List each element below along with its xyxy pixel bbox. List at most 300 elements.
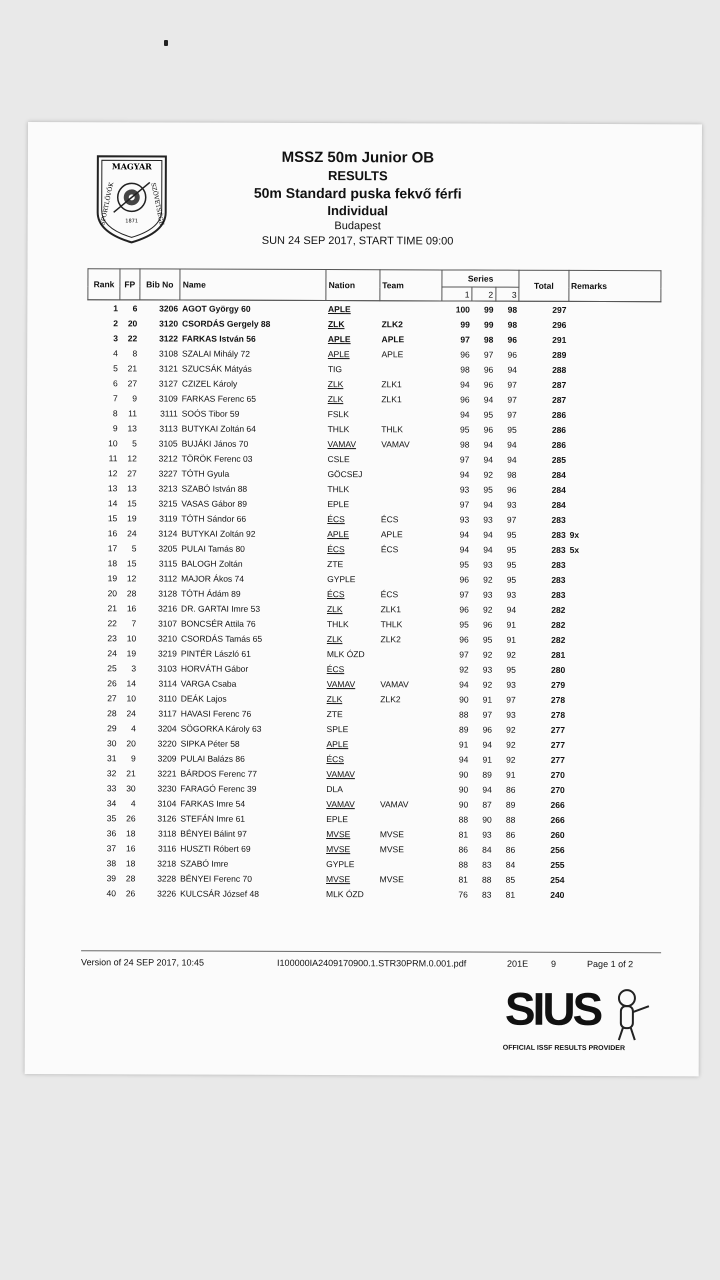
cell-s2: 83: [482, 859, 492, 870]
cell-nation: APLE: [328, 303, 351, 314]
cell-total: 287: [552, 379, 567, 390]
cell-fp: 18: [126, 827, 136, 838]
cell-total: 279: [550, 679, 566, 690]
cell-bib: 3109: [158, 392, 178, 404]
cell-bib: 3213: [158, 482, 178, 494]
cell-nation: APLE: [326, 738, 349, 749]
cell-remarks: [567, 797, 659, 812]
cell-s1: 96: [459, 634, 469, 645]
col-bib: Bib No: [139, 269, 180, 300]
cell-s3: 93: [506, 499, 517, 510]
cell-rank: 40: [106, 887, 117, 898]
cell-total: 291: [552, 334, 567, 345]
cell-remarks: [568, 377, 660, 392]
cell-total: 288: [552, 364, 567, 375]
cell-name: HORVÁTH Gábor: [180, 663, 249, 674]
cell-s3: 98: [507, 304, 518, 315]
cell-rank: 15: [107, 512, 118, 523]
cell-fp: 15: [126, 557, 137, 568]
cell-total: 277: [550, 754, 565, 765]
cell-s1: 90: [458, 799, 469, 810]
cell-remarks: [567, 617, 659, 632]
cell-bib: 3220: [157, 737, 177, 749]
cell-s2: 94: [482, 784, 492, 795]
cell-rank: 10: [108, 437, 118, 448]
cell-bib: 3126: [157, 812, 177, 824]
cell-name: SOÓS Tibor 59: [181, 408, 240, 419]
cell-remarks: [567, 632, 659, 647]
cell-fp: 21: [127, 362, 138, 373]
cell-s1: 81: [458, 829, 469, 840]
cell-remarks: [568, 497, 660, 512]
cell-s1: 90: [458, 784, 469, 795]
cell-nation: GÖCSEJ: [327, 468, 363, 479]
col-fp: FP: [120, 269, 139, 300]
cell-team: ZLK1: [381, 393, 402, 404]
cell-s2: 96: [483, 364, 494, 375]
cell-team: ÉCS: [380, 513, 399, 524]
cell-remarks: [567, 722, 659, 737]
cell-s1: 100: [455, 303, 470, 315]
cell-remarks: [567, 752, 659, 767]
cell-team: ZLK2: [380, 633, 401, 644]
cell-team: MVSE: [379, 873, 404, 884]
cell-s2: 92: [483, 469, 493, 480]
cell-s3: 95: [506, 574, 517, 585]
cell-team: [379, 451, 441, 466]
cell-s3: 89: [505, 799, 516, 810]
cell-nation: GYPLE: [327, 573, 356, 584]
cell-nation: GYPLE: [326, 858, 355, 869]
cell-remarks: [568, 452, 660, 467]
cell-name: MAJOR Ákos 74: [181, 573, 245, 584]
cell-s1: 90: [459, 694, 469, 705]
cell-fp: 5: [132, 437, 137, 448]
cell-s2: 94: [483, 529, 493, 540]
cell-total: 283: [551, 514, 566, 525]
cell-team: ÉCS: [380, 588, 399, 599]
cell-fp: 4: [131, 722, 136, 733]
cell-s2: 95: [483, 484, 493, 495]
cell-name: PULAI Tamás 80: [181, 543, 245, 554]
cell-fp: 24: [126, 707, 136, 718]
cell-s1: 97: [459, 454, 470, 465]
cell-remarks: 9x: [569, 529, 580, 540]
cell-total: 240: [550, 889, 565, 900]
cell-bib: 3120: [159, 317, 179, 329]
cell-total: 283: [551, 559, 566, 570]
cell-rank: 31: [106, 752, 117, 763]
date-time: SUN 24 SEP 2017, START TIME 09:00: [261, 234, 454, 248]
cell-nation: EPLE: [327, 498, 350, 509]
cell-s3: 94: [506, 604, 517, 615]
cell-fp: 10: [126, 632, 137, 643]
cell-bib: 3212: [158, 452, 178, 464]
cell-rank: 33: [106, 782, 117, 793]
cell-total: 281: [551, 649, 566, 660]
cell-rank: 8: [112, 407, 118, 418]
cell-fp: 9: [132, 392, 138, 403]
cell-bib: 3121: [158, 362, 178, 374]
cell-s1: 86: [458, 844, 469, 855]
cell-rank: 13: [107, 482, 118, 493]
cell-nation: VAMAV: [326, 798, 355, 809]
cell-nation: APLE: [327, 348, 350, 359]
cell-name: SIPKA Péter 58: [180, 738, 240, 749]
cell-s3: 86: [505, 784, 516, 795]
cell-bib: 3113: [159, 422, 178, 434]
cell-s2: 90: [482, 814, 492, 825]
cell-rank: 14: [107, 497, 118, 508]
cell-bib: 3128: [158, 587, 178, 599]
cell-team: [379, 571, 441, 586]
cell-remarks: [567, 767, 659, 782]
cell-s3: 97: [507, 379, 517, 390]
cell-nation: ÉCS: [326, 753, 344, 764]
cell-fp: 20: [126, 737, 136, 748]
cell-bib: 3204: [157, 722, 177, 734]
cell-s1: 96: [460, 349, 470, 360]
sius-tagline: OFFICIAL ISSF RESULTS PROVIDER: [502, 1044, 626, 1053]
cell-s1: 94: [458, 754, 469, 765]
cell-bib: 3110: [158, 692, 177, 704]
cell-s2: 92: [482, 604, 493, 615]
cell-name: TÓTH Gyula: [181, 468, 230, 479]
logo-left-text: SPORTLÖVŐK: [99, 181, 116, 227]
cell-s2: 98: [483, 334, 494, 345]
cell-fp: 4: [130, 797, 136, 808]
cell-remarks: [567, 647, 659, 662]
cell-rank: 25: [107, 662, 117, 673]
cell-nation: MLK ÓZD: [326, 648, 365, 659]
cell-nation: ÉCS: [327, 543, 345, 554]
cell-s3: 95: [506, 559, 517, 570]
cell-rank: 12: [107, 467, 118, 478]
cell-s1: 88: [458, 814, 469, 825]
cell-total: 282: [551, 634, 566, 645]
cell-team: [378, 781, 440, 796]
cell-remarks: [568, 392, 660, 407]
cell-s1: 93: [459, 514, 470, 525]
cell-s3: 91: [506, 619, 517, 630]
cell-team: [378, 856, 440, 871]
cell-s3: 92: [506, 649, 516, 660]
cell-rank: 3: [113, 332, 118, 343]
footer-version: Version of 24 SEP 2017, 10:45: [81, 957, 205, 968]
cell-team: APLE: [381, 333, 405, 344]
table-header-row: [88, 269, 661, 288]
cell-total: 286: [551, 424, 567, 435]
cell-rank: 7: [112, 392, 118, 403]
cell-rank: 30: [107, 737, 117, 748]
cell-rank: 20: [107, 587, 118, 598]
cell-s2: 94: [483, 439, 494, 450]
cell-fp: 26: [126, 812, 136, 823]
cell-rank: 1: [113, 302, 119, 313]
cell-s1: 94: [460, 379, 470, 390]
logo-year-text: 1871: [125, 218, 139, 225]
cell-fp: 11: [128, 407, 138, 418]
cell-name: TÓTH Sándor 66: [181, 513, 247, 524]
cell-fp: 15: [127, 497, 137, 508]
cell-name: SZUCSÁK Mátyás: [181, 363, 252, 374]
cell-team: THLK: [381, 423, 404, 434]
cell-s3: 86: [505, 844, 516, 855]
cell-remarks: [568, 512, 660, 527]
cell-rank: 17: [107, 542, 118, 553]
cell-team: [379, 361, 441, 376]
cell-s2: 94: [483, 454, 494, 465]
cell-nation: EPLE: [326, 813, 349, 824]
cell-name: VARGA Csaba: [180, 678, 237, 689]
cell-bib: 3206: [159, 302, 179, 314]
footer-file: I100000IA2409170900.1.STR30PRM.0.001.pdf: [277, 957, 467, 969]
cell-s2: 92: [482, 649, 493, 660]
cell-bib: 3104: [157, 797, 177, 809]
cell-rank: 39: [106, 872, 117, 883]
cell-total: 278: [550, 709, 566, 720]
cell-fp: 30: [126, 782, 136, 793]
cell-team: [379, 481, 441, 496]
cell-fp: 3: [131, 662, 137, 673]
cell-nation: ÉCS: [327, 513, 345, 524]
cell-s3: 94: [507, 439, 517, 450]
cell-s2: 99: [483, 319, 494, 330]
cell-bib: 3216: [158, 602, 178, 614]
col-series-2: 2: [472, 287, 496, 301]
cell-name: DEÁK Lajos: [180, 693, 227, 704]
cell-bib: 3117: [158, 707, 177, 719]
cell-s1: 88: [459, 709, 469, 720]
cell-fp: 26: [125, 887, 136, 898]
cell-fp: 7: [131, 617, 137, 628]
cell-remarks: [568, 347, 660, 362]
cell-fp: 12: [126, 572, 137, 583]
cell-total: 278: [550, 694, 566, 705]
col-nation: Nation: [326, 270, 380, 301]
cell-s2: 96: [483, 379, 494, 390]
cell-s1: 93: [459, 484, 470, 495]
cell-s3: 94: [507, 364, 517, 375]
cell-remarks: [568, 422, 660, 437]
cell-nation: THLK: [327, 423, 350, 434]
sius-mascot-icon: [605, 986, 653, 1042]
cell-s3: 97: [506, 694, 516, 705]
cell-s1: 94: [459, 529, 470, 540]
cell-s3: 97: [507, 409, 517, 420]
cell-s3: 88: [505, 814, 516, 825]
cell-nation: MLK ÓZD: [325, 888, 364, 899]
cell-total: 283: [551, 574, 566, 585]
cell-s1: 98: [460, 364, 470, 375]
cell-rank: 6: [113, 377, 118, 388]
cell-team: ZLK1: [380, 603, 401, 614]
cell-s1: 81: [458, 874, 468, 885]
cell-s3: 92: [506, 754, 516, 765]
cell-total: 260: [550, 829, 565, 840]
col-remarks: Remarks: [569, 270, 661, 301]
col-total: Total: [519, 270, 568, 301]
cell-remarks: [567, 662, 659, 677]
cell-name: KULCSÁR József 48: [180, 888, 259, 899]
cell-nation: ZTE: [327, 558, 344, 569]
cell-rank: 21: [107, 602, 118, 613]
cell-remarks: [568, 362, 660, 377]
cell-remarks: [567, 812, 659, 827]
cell-s3: 84: [505, 859, 516, 870]
cell-bib: 3119: [159, 512, 178, 524]
logo-right-text: SZÖVETSÉGE: [149, 182, 166, 227]
cell-name: CSORDÁS Gergely 88: [182, 318, 271, 329]
cell-rank: 5: [113, 362, 118, 373]
cell-rank: 36: [106, 827, 117, 838]
cell-nation: ÉCS: [327, 588, 345, 599]
cell-name: FARKAS Imre 54: [180, 798, 246, 809]
cell-team: [380, 301, 442, 317]
cell-nation: ÉCS: [326, 663, 345, 674]
cell-total: 297: [552, 304, 567, 315]
cell-remarks: [568, 332, 660, 347]
results-body: [86, 300, 661, 902]
venue: Budapest: [334, 220, 381, 233]
cell-s2: 95: [483, 409, 494, 420]
cell-remarks: [567, 737, 659, 752]
cell-team: [379, 556, 441, 571]
footer-page: Page 1 of 2: [587, 958, 634, 970]
cell-rank: 35: [106, 812, 117, 823]
cell-s2: 96: [482, 619, 493, 630]
cell-fp: 22: [127, 332, 138, 343]
cell-name: STEFÁN Imre 61: [180, 813, 246, 824]
cell-rank: 18: [107, 557, 118, 568]
cell-nation: ZLK: [327, 318, 345, 329]
cell-s1: 88: [458, 859, 469, 870]
cell-name: BÉNYEI Bálint 97: [180, 828, 247, 839]
cell-fp: 28: [125, 872, 136, 883]
col-team: Team: [380, 270, 442, 301]
cell-remarks: [567, 677, 659, 692]
cell-s1: 97: [460, 334, 470, 345]
cell-name: SÖGORKA Károly 63: [180, 723, 262, 734]
cell-bib: 3105: [158, 437, 178, 449]
cell-s3: 96: [507, 349, 517, 360]
cell-team: [378, 811, 440, 826]
page-footer: [81, 950, 661, 970]
cell-s2: 93: [483, 514, 493, 525]
cell-total: 286: [551, 409, 567, 420]
cell-fp: 10: [126, 692, 137, 703]
col-series-3: 3: [496, 287, 520, 301]
cell-fp: 20: [127, 317, 138, 328]
cell-s2: 97: [483, 349, 494, 360]
cell-s2: 92: [482, 679, 493, 690]
cell-s3: 96: [507, 484, 517, 495]
col-name: Name: [180, 269, 326, 301]
cell-s3: 91: [506, 769, 516, 780]
cell-nation: VAMAV: [326, 768, 355, 779]
cell-team: [379, 466, 441, 481]
cell-bib: 3205: [158, 542, 178, 554]
cell-name: CZIZEL Károly: [181, 378, 238, 389]
cell-bib: 3112: [158, 572, 178, 584]
cell-team: [378, 751, 440, 766]
competition-type: Individual: [327, 203, 389, 219]
cell-s1: 76: [458, 889, 468, 900]
cell-team: [378, 886, 440, 901]
cell-bib: 3210: [158, 632, 177, 644]
cell-bib: 3108: [159, 347, 178, 359]
cell-name: AGOT György 60: [182, 303, 251, 314]
cell-remarks: [567, 857, 659, 872]
cell-team: APLE: [380, 528, 403, 539]
cell-name: HUSZTI Róbert 69: [180, 843, 251, 854]
cell-fp: 24: [127, 527, 137, 538]
cell-fp: 27: [127, 377, 138, 388]
cell-total: 289: [552, 349, 567, 360]
cell-name: HAVASI Ferenc 76: [180, 708, 252, 719]
cell-total: 283: [551, 544, 566, 555]
logo-top-text: MAGYAR: [111, 161, 152, 172]
cell-rank: 23: [107, 632, 117, 643]
cell-nation: MVSE: [326, 843, 351, 854]
cell-name: SZABÓ Imre: [180, 858, 229, 869]
cell-rank: 22: [107, 617, 117, 628]
cell-s1: 96: [460, 394, 470, 405]
cell-s1: 96: [459, 604, 469, 615]
cell-nation: APLE: [327, 528, 350, 539]
cell-nation: APLE: [327, 333, 351, 344]
cell-rank: 32: [106, 767, 117, 778]
cell-s2: 94: [483, 499, 493, 510]
cell-nation: ZLK: [327, 378, 344, 389]
cell-name: VASAS Gábor 89: [181, 498, 247, 509]
col-series-1: 1: [442, 287, 472, 301]
cell-nation: FSLK: [327, 408, 349, 419]
cell-team: [378, 706, 440, 721]
cell-s3: 93: [506, 679, 516, 690]
cell-team: ZLK2: [380, 693, 401, 704]
cell-bib: 3114: [158, 677, 177, 689]
cell-team: MVSE: [379, 828, 404, 839]
cell-s1: 90: [458, 769, 469, 780]
cell-s1: 94: [459, 544, 470, 555]
cell-rank: 34: [106, 797, 117, 808]
cell-nation: ZLK: [327, 393, 344, 404]
results-title: RESULTS: [327, 168, 388, 184]
cell-fp: 12: [127, 452, 137, 463]
cell-s2: 94: [482, 739, 493, 750]
cell-fp: 27: [127, 467, 137, 478]
cell-s2: 91: [482, 694, 493, 705]
cell-nation: ZLK: [326, 603, 343, 614]
cell-remarks: [567, 782, 659, 797]
cell-team: [378, 646, 440, 661]
cell-total: 266: [550, 799, 565, 810]
cell-fp: 9: [131, 752, 136, 763]
cell-rank: 24: [107, 647, 117, 658]
cell-rank: 4: [113, 347, 118, 358]
cell-fp: 8: [132, 347, 138, 358]
cell-s2: 92: [483, 574, 493, 585]
cell-s3: 81: [505, 889, 516, 900]
cell-remarks: [567, 602, 659, 617]
cell-name: SZALAI Mihály 72: [181, 348, 251, 359]
cell-nation: CSLE: [327, 453, 350, 464]
cell-team: APLE: [381, 348, 404, 359]
cell-name: CSORDÁS Tamás 65: [180, 633, 263, 644]
cell-bib: 3116: [157, 842, 177, 854]
cell-remarks: [568, 572, 660, 587]
